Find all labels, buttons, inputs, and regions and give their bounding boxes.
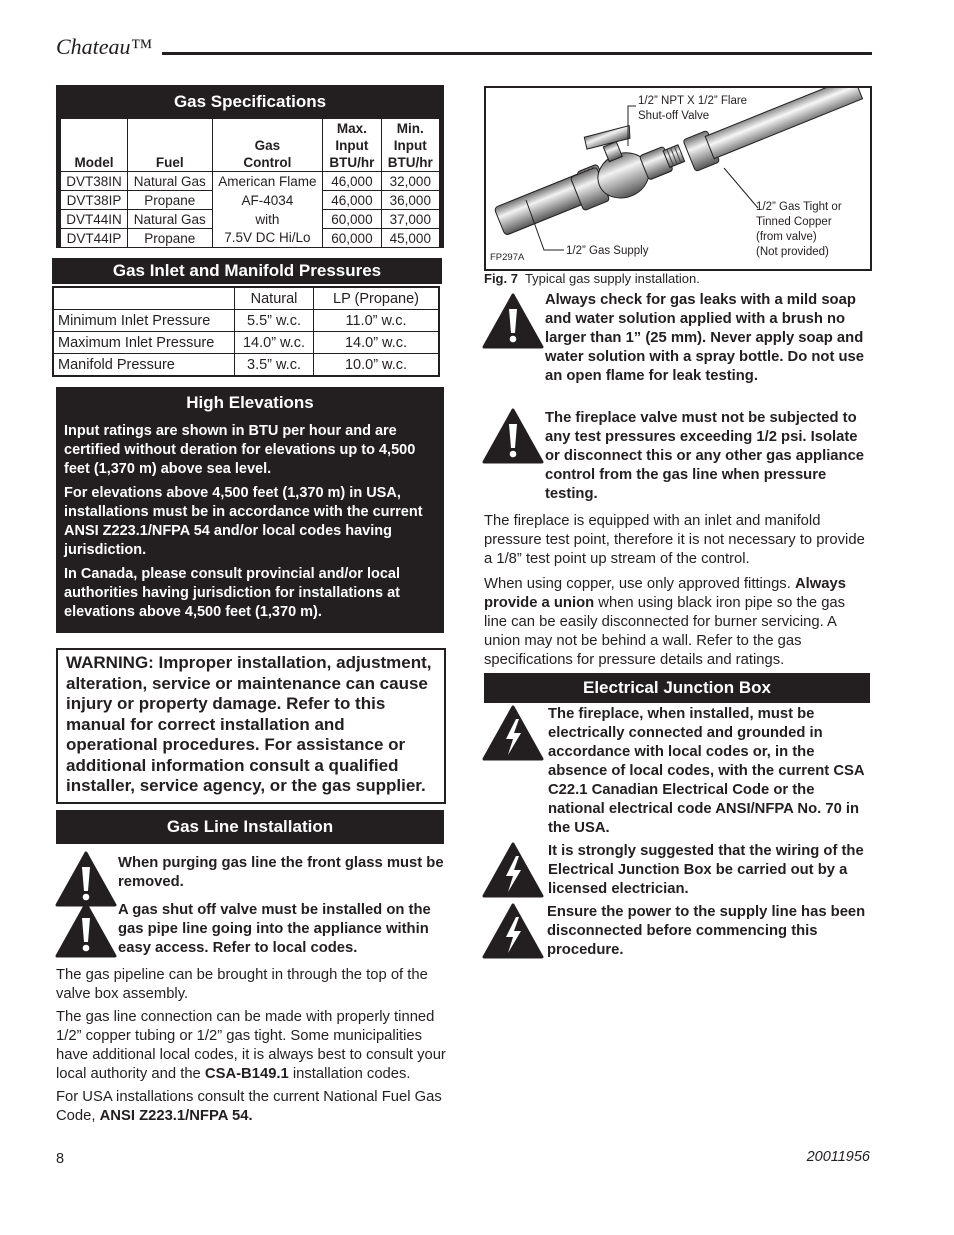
spec-max: 46,000: [323, 191, 381, 210]
brand-title: Chateau™: [56, 34, 153, 59]
figure-frame: [484, 86, 872, 271]
spec-control: AF-4034: [212, 191, 323, 210]
table-row: [61, 172, 440, 191]
electrical-title: Electrical Junction Box: [484, 673, 870, 703]
warning-triangle-icon: [482, 293, 544, 349]
high-elevations-title: High Elevations: [186, 393, 314, 412]
gas-line-paragraph: The gas line connection can be made with properly tinned 1/2” copper tubing or 1/2” gas tight. Some municipalities have additional local codes, it is always best to consult your local authority and the CSA-B149.1 installation codes.: [56, 1009, 446, 1082]
gas-line-paragraph: For USA installations consult the current National Fuel Gas Code, ANSI Z223.1/NFPA 54.: [56, 1089, 442, 1124]
elevation-paragraph: For elevations above 4,500 feet (1,370 m) in USA, installations must be in accordance with the current ANSI Z223.1/NFPA 54 and/or local codes having jurisdiction.: [64, 485, 423, 558]
caution-shutoff-valve: A gas shut off valve must be installed on the gas pipe line going into the appliance within easy access. Refer to local codes.: [118, 902, 431, 956]
spec-max: 46,000: [323, 172, 381, 191]
electrical-hazard-icon: [482, 903, 544, 959]
pressure-header-lp: LP (Propane): [314, 287, 440, 310]
table-row: [61, 229, 440, 248]
spec-model: DVT38IP: [61, 191, 128, 210]
spec-fuel: Propane: [127, 191, 212, 210]
label-valve: 1/2” NPT X 1/2” Flare: [638, 95, 748, 107]
spec-header-max: Max. Input BTU/hr: [323, 119, 381, 172]
gas-line-paragraph: The gas pipeline can be brought in through the top of the valve box assembly.: [56, 967, 428, 1002]
label-copper: 1/2” Gas Tight or: [756, 201, 842, 213]
caution-purge: When purging gas line the front glass must be removed.: [118, 855, 444, 890]
pressure-natural: 5.5” w.c.: [235, 310, 314, 332]
caution-test-pressure: The fireplace valve must not be subjected to any test pressures exceeding 1/2 psi. Isolate or disconnect this or any other gas appliance control from the gas line when pressure testing.: [545, 410, 865, 502]
pressure-lp: 14.0” w.c.: [314, 332, 440, 354]
pressure-header-natural: Natural: [235, 287, 314, 310]
spec-fuel: Natural Gas: [127, 172, 212, 191]
high-elevations-box: [56, 387, 444, 633]
installation-warning: WARNING: Improper installation, adjustment, alteration, service or maintenance can cause injury or property damage. Refer to this manual for correct installation and operational procedures. For assistance or additional information consult a qualified installer, service agency, or the gas supplier.: [56, 648, 446, 804]
gas-line-body: [56, 966, 446, 1130]
caution-leak-check: Always check for gas leaks with a mild soap and water solution applied with a brush no larger than 1” (25 mm). Never apply soap and water solution with a spray bottle. Do not use an open flame for leak testing.: [545, 292, 864, 384]
spec-max: 60,000: [323, 229, 381, 248]
gas-specs-title: Gas Specifications: [56, 85, 444, 118]
elevation-paragraph: In Canada, please consult provincial and/or local authorities having jurisdiction for installations at elevations above 4,500 feet (1,370 m).: [64, 566, 401, 620]
spec-header-control: Gas Control: [212, 119, 323, 172]
spec-min: 36,000: [381, 191, 439, 210]
table-row: [61, 191, 440, 210]
right-paragraph: The fireplace is equipped with an inlet and manifold pressure test point, therefore it is not necessary to provide a 1/8” test point up stream of the control.: [484, 513, 865, 567]
electrical-grounding: The fireplace, when installed, must be electrically connected and grounded in accordance with local codes or, in the absence of local codes, with the current CSA C22.1 Canadian Electrical Code or the national electrical code ANSI/NFPA No. 70 in the USA.: [548, 706, 865, 836]
electrical-hazard-icon: [482, 705, 544, 761]
right-body: [484, 512, 870, 674]
page-number: 8: [56, 1151, 65, 1167]
electrical-licensed: It is strongly suggested that the wiring of the Electrical Junction Box be carried out by a licensed electrician.: [548, 843, 864, 897]
table-row: [53, 354, 439, 377]
warning-triangle-icon: [55, 851, 117, 907]
spec-min: 37,000: [381, 210, 439, 229]
table-row: [53, 332, 439, 354]
spec-control: American Flame: [212, 172, 323, 191]
spec-model: DVT38IN: [61, 172, 128, 191]
label-copper-2: Tinned Copper: [756, 216, 832, 228]
right-paragraph: When using copper, use only approved fittings. Always provide a union when using black iron pipe so the gas line can be easily disconnected for burner servicing. A union may not be behind a wall. Refer to the gas specifications for pressure details and ratings.: [484, 576, 846, 668]
spec-header-model: Model: [61, 119, 128, 172]
spec-max: 60,000: [323, 210, 381, 229]
label-supply: 1/2” Gas Supply: [566, 245, 649, 257]
pressures-title: Gas Inlet and Manifold Pressures: [52, 258, 442, 284]
label-valve-2: Shut-off Valve: [638, 110, 710, 122]
pressure-label: Manifold Pressure: [53, 354, 235, 377]
spec-control: 7.5V DC Hi/Lo: [212, 229, 323, 248]
gas-line-title: Gas Line Installation: [56, 810, 444, 844]
table-row: [53, 310, 439, 332]
gas-supply-diagram: [486, 88, 870, 269]
pressures-table: [52, 286, 440, 377]
header-rule: [162, 52, 872, 55]
pressure-natural: 14.0” w.c.: [235, 332, 314, 354]
elevation-paragraph: Input ratings are shown in BTU per hour and are certified without deration for elevations up to 4,500 feet (1,370 m) above sea level.: [64, 423, 416, 477]
pressure-label: Minimum Inlet Pressure: [53, 310, 235, 332]
label-copper-3: (from valve): [756, 231, 817, 243]
gas-specs-table: [60, 118, 440, 248]
pressure-label: Maximum Inlet Pressure: [53, 332, 235, 354]
spec-min: 32,000: [381, 172, 439, 191]
warning-triangle-icon: [482, 408, 544, 464]
electrical-power-off: Ensure the power to the supply line has been disconnected before commencing this procedure.: [547, 904, 866, 958]
table-row: [61, 210, 440, 229]
pressure-header-blank: [53, 287, 235, 310]
warning-triangle-icon: [55, 902, 117, 958]
doc-number: 20011956: [806, 1149, 870, 1165]
spec-header-fuel: Fuel: [127, 119, 212, 172]
spec-model: DVT44IN: [61, 210, 128, 229]
pressure-lp: 11.0” w.c.: [314, 310, 440, 332]
electrical-hazard-icon: [482, 842, 544, 898]
spec-fuel: Propane: [127, 229, 212, 248]
pressure-natural: 3.5” w.c.: [235, 354, 314, 377]
figure-code: FP297A: [490, 252, 525, 263]
pressure-lp: 10.0” w.c.: [314, 354, 440, 377]
gas-specs-frame: [56, 118, 444, 248]
spec-header-min: Min. Input BTU/hr: [381, 119, 439, 172]
spec-model: DVT44IP: [61, 229, 128, 248]
spec-min: 45,000: [381, 229, 439, 248]
spec-fuel: Natural Gas: [127, 210, 212, 229]
figure-caption: Fig. 7 Typical gas supply installation.: [484, 271, 700, 286]
spec-control: with: [212, 210, 323, 229]
label-copper-4: (Not provided): [756, 246, 829, 258]
